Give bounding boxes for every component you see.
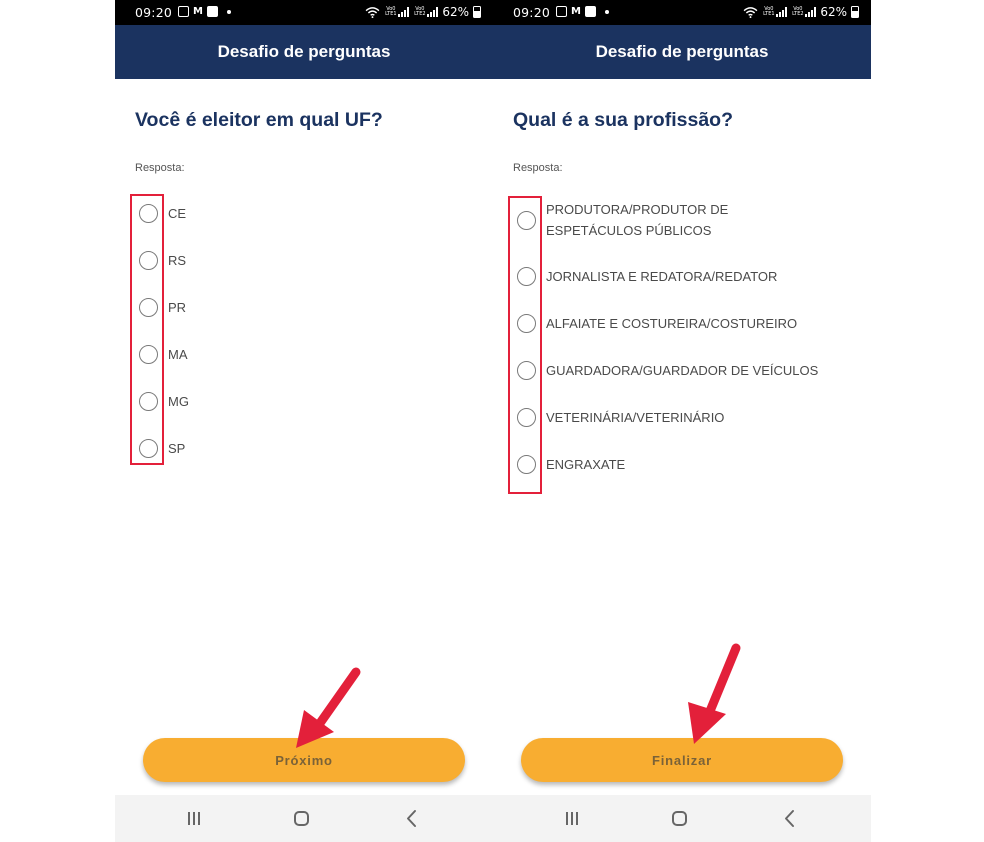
- radio-button[interactable]: [517, 314, 536, 333]
- radio-button[interactable]: [139, 251, 158, 270]
- app-title-bar: [115, 25, 493, 79]
- battery-icon: [851, 6, 859, 18]
- option-guardador-veiculos[interactable]: [517, 360, 818, 381]
- wifi-icon: [365, 7, 380, 18]
- back-icon[interactable]: [782, 809, 798, 828]
- option-label: ALFAIATE E COSTUREIRA/COSTUREIRO: [546, 316, 798, 331]
- recent-apps-icon[interactable]: [566, 812, 578, 825]
- radio-button[interactable]: [517, 455, 536, 474]
- app-title: Desafio de perguntas: [595, 42, 769, 61]
- home-icon[interactable]: [294, 811, 309, 826]
- option-label: SP: [168, 441, 186, 456]
- option-pr[interactable]: [139, 297, 186, 318]
- battery-icon: [473, 6, 481, 18]
- annotation-arrow-next: [290, 666, 370, 752]
- option-label: VETERINÁRIA/VETERINÁRIO: [546, 410, 725, 425]
- signal-sim2-icon: Vo0 LTE2: [791, 7, 816, 17]
- option-mg[interactable]: [139, 391, 189, 412]
- option-label: RS: [168, 253, 187, 268]
- next-button[interactable]: Próximo: [143, 738, 465, 782]
- more-notifications-icon: [227, 10, 231, 14]
- recent-apps-icon[interactable]: [188, 812, 200, 825]
- home-icon[interactable]: [672, 811, 687, 826]
- signal-sim1-icon: Vo0 LTE1: [384, 7, 409, 17]
- radio-highlight-box: [130, 194, 164, 465]
- notification-icons: [178, 6, 231, 17]
- system-nav-bar: [493, 795, 871, 842]
- radio-button[interactable]: [139, 204, 158, 223]
- gallery-notification-icon: [178, 6, 189, 17]
- option-label: PRODUTORA/PRODUTOR DE ESPETÁCULOS PÚBLICOS: [546, 202, 729, 238]
- finish-button[interactable]: Finalizar: [521, 738, 843, 782]
- radio-button[interactable]: [139, 439, 158, 458]
- system-nav-bar: [115, 795, 493, 842]
- question-title: Você é eleitor em qual UF?: [135, 109, 383, 131]
- radio-button[interactable]: [139, 298, 158, 317]
- option-label: GUARDADORA/GUARDADOR DE VEÍCULOS: [546, 363, 819, 378]
- back-icon[interactable]: [404, 809, 420, 828]
- status-bar: [115, 0, 493, 25]
- check-notification-icon: [207, 6, 218, 17]
- gmail-notification-icon: M: [571, 6, 581, 17]
- signal-sim1-icon: Vo0 LTE1: [762, 7, 787, 17]
- check-notification-icon: [585, 6, 596, 17]
- option-rs[interactable]: [139, 250, 186, 271]
- app-title-bar: [493, 25, 871, 79]
- option-ma[interactable]: [139, 344, 188, 365]
- system-status-icons: [743, 5, 859, 19]
- option-engraxate[interactable]: [517, 454, 625, 475]
- battery-percent: 62%: [820, 5, 847, 19]
- gallery-notification-icon: [556, 6, 567, 17]
- radio-button[interactable]: [517, 211, 536, 230]
- status-time: 09:20: [135, 5, 173, 20]
- battery-percent: 62%: [442, 5, 469, 19]
- option-label: JORNALISTA E REDATORA/REDATOR: [546, 269, 778, 284]
- wifi-icon: [743, 7, 758, 18]
- option-sp[interactable]: [139, 438, 185, 459]
- system-status-icons: [365, 5, 481, 19]
- status-bar: [493, 0, 871, 25]
- radio-button[interactable]: [517, 267, 536, 286]
- radio-button[interactable]: [517, 361, 536, 380]
- annotation-arrow-finish: [680, 642, 750, 746]
- option-jornalista[interactable]: [517, 266, 777, 287]
- option-produtor-espetaculos[interactable]: [517, 199, 816, 241]
- answer-label: Resposta:: [513, 162, 563, 174]
- option-label: PR: [168, 300, 187, 315]
- radio-button[interactable]: [139, 392, 158, 411]
- question-title: Qual é a sua profissão?: [513, 109, 733, 131]
- option-label: MG: [168, 394, 189, 409]
- radio-button[interactable]: [517, 408, 536, 427]
- option-ce[interactable]: [139, 203, 186, 224]
- option-veterinario[interactable]: [517, 407, 724, 428]
- status-time: 09:20: [513, 5, 551, 20]
- signal-sim2-icon: Vo0 LTE2: [413, 7, 438, 17]
- more-notifications-icon: [605, 10, 609, 14]
- app-title: Desafio de perguntas: [217, 42, 391, 61]
- gmail-notification-icon: M: [193, 6, 203, 17]
- option-label: MA: [168, 347, 188, 362]
- option-label: CE: [168, 206, 187, 221]
- radio-button[interactable]: [139, 345, 158, 364]
- option-label: ENGRAXATE: [546, 457, 626, 472]
- answer-label: Resposta:: [135, 162, 185, 174]
- option-alfaiate[interactable]: [517, 313, 797, 334]
- notification-icons: [556, 6, 609, 17]
